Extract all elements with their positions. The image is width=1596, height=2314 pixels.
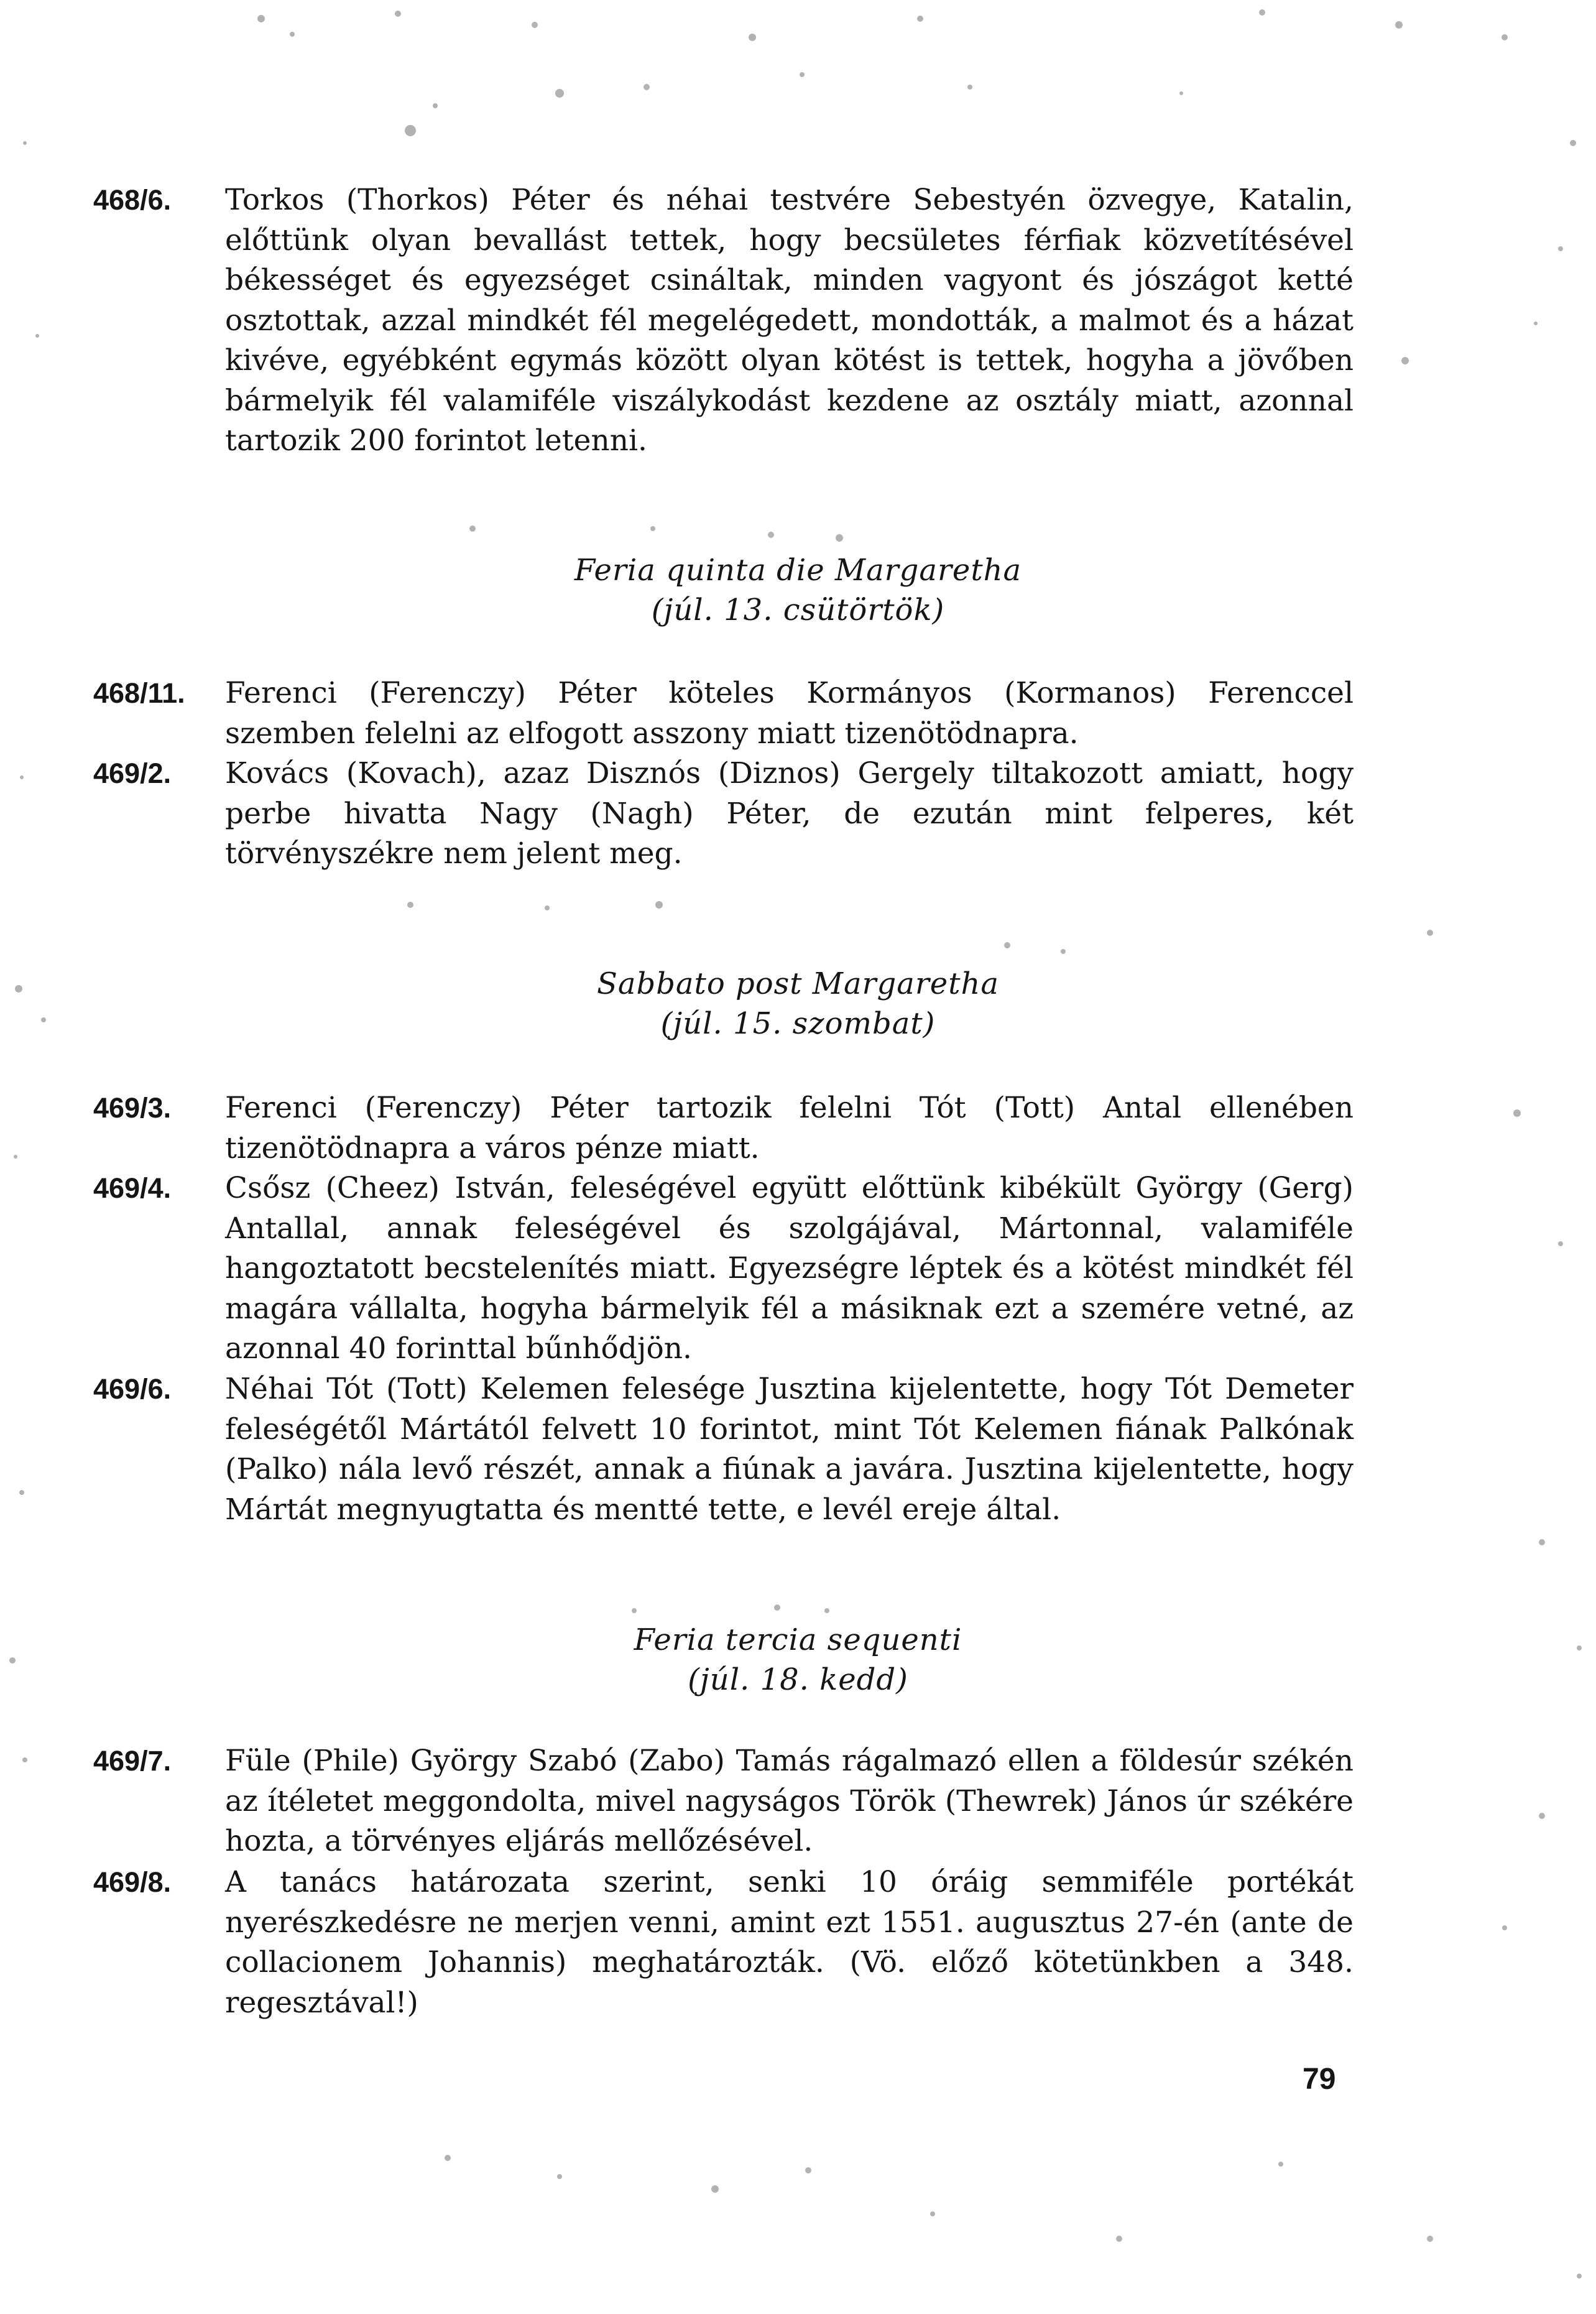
date-hungarian-line: (júl. 18. kedd) (688, 1662, 908, 1697)
entry-number: 469/3. (93, 1092, 172, 1124)
entry-468-11 (93, 673, 1355, 754)
entry-text: Néhai Tót (Tott) Kelemen felesége Jusztina kijelentette, hogy Tót Demeter feleségétől Mártától felvett 10 forintot, mint Tót Kelemen fiának Palkónak (Palko) nála levő részét, annak a fiúnak a javára. Jusztina kijelentette, hogy Mártát megnyugtatta és mentté tette, e levél ereje által. (225, 1372, 1354, 1527)
entry-text: A tanács határozata szerint, senki 10 óráig semmiféle portékát nyerészkedésre ne merjen venni, amint ezt 1551. augusztus 27-én (ante de collacionem Johannis) meghatározták. (Vö. előző kötetünkben a 348. regesztával!) (225, 1865, 1354, 2020)
entry-469-2 (93, 754, 1355, 874)
entry-468-6 (93, 180, 1355, 461)
entry-469-3 (93, 1088, 1355, 1169)
entry-text: Füle (Phile) György Szabó (Zabo) Tamás rágalmazó ellen a földesúr székén az ítéletet meggondolta, mivel nagyságos Török (Thewrek) János úr székére hozta, a törvényes eljárás mellőzésével. (225, 1744, 1354, 1858)
entry-text: Ferenci (Ferenczy) Péter tartozik felelni Tót (Tott) Antal ellenében tizenötödnapra a város pénze miatt. (225, 1091, 1354, 1165)
entry-number: 469/6. (93, 1373, 172, 1405)
date-hungarian-line: (júl. 13. csütörtök) (651, 593, 945, 627)
date-latin-line: Feria quinta die Margaretha (574, 553, 1022, 588)
entry-number: 468/6. (93, 184, 172, 216)
date-heading-jul-18 (0, 1620, 1596, 1700)
entry-469-4 (93, 1169, 1355, 1369)
date-latin-line: Sabbato post Margaretha (596, 966, 1000, 1001)
entry-469-8 (93, 1863, 1355, 2023)
entry-number: 468/11. (93, 677, 185, 709)
entry-469-6 (93, 1369, 1355, 1530)
page-number: 79 (1303, 2063, 1336, 2096)
date-hungarian-line: (júl. 15. szombat) (660, 1006, 936, 1041)
entry-number: 469/7. (93, 1745, 172, 1777)
entry-number: 469/8. (93, 1866, 172, 1898)
entry-text: Ferenci (Ferenczy) Péter köteles Kormányos (Kormanos) Ferenccel szemben felelni az elfogott asszony miatt tizenötödnapra. (225, 676, 1354, 751)
entry-text: Csősz (Cheez) István, feleségével együtt előttünk kibékült György (Gerg) Antallal, annak feleségével és szolgájával, Mártonnal, valamiféle hangoztatott becstelenítés miatt. Egyezségre léptek és a kötést mindkét fél magára vállalta, hogyha bármelyik fél a másiknak ezt a szemére vetné, az azonnal 40 forinttal bűnhődjön. (225, 1171, 1354, 1366)
date-latin-line: Feria tercia sequenti (634, 1622, 962, 1657)
entry-number: 469/4. (93, 1172, 172, 1204)
entry-469-7 (93, 1741, 1355, 1862)
entry-number: 469/2. (93, 757, 172, 789)
date-heading-jul-15 (0, 964, 1596, 1044)
entry-text: Torkos (Thorkos) Péter és néhai testvére Sebestyén özvegye, Katalin, előttünk olyan bevallást tettek, hogy becsületes férfiak közvetítésével békességet és egyezséget csináltak, minden vagyont és jószágot ketté osztottak, azzal mindkét fél megelégedett, mondották, a malmot és a házat kivéve, egyébként egymás között olyan kötést is tettek, hogyha a jövőben bármelyik fél valamiféle viszálykodást kezdene az osztály miatt, azonnal tartozik 200 forintot letenni. (225, 183, 1354, 458)
date-heading-jul-13 (0, 550, 1596, 630)
entry-text: Kovács (Kovach), azaz Disznós (Diznos) Gergely tiltakozott amiatt, hogy perbe hivatta Nagy (Nagh) Péter, de ezután mint felperes, két törvényszékre nem jelent meg. (225, 756, 1354, 871)
